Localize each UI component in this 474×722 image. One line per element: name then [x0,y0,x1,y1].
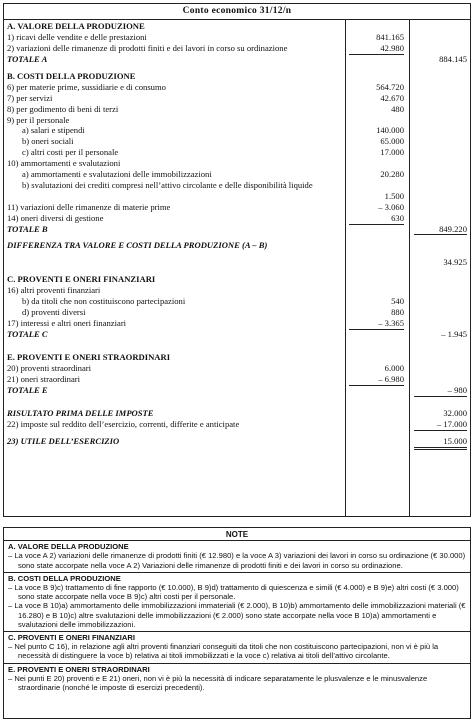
section-b-title: B. COSTI DELLA PRODUZIONE [7,70,136,81]
section-c-title: C. PROVENTI E ONERI FINANZIARI [7,274,156,285]
net-profit-label: 23) UTILE DELL’ESERCIZIO [7,435,120,446]
row-value: 65.000 [380,136,404,147]
row-value: – 6.980 [349,374,404,386]
row-label: b) svalutazioni dei crediti compresi nell’attivo circolante e delle disponibilità liquide [22,180,313,191]
row-label: a) ammortamenti e svalutazioni delle immobilizzazioni [22,169,212,180]
row-label: a) salari e stipendi [22,125,85,136]
total-c-label: TOTALE C [7,329,48,339]
pre-tax-result-value: 32.000 [443,407,467,418]
row-label: b) oneri sociali [22,136,74,147]
note-paragraph: – La voce B 9)c) trattamento di fine rapporto (€ 10.000), B 9)d) trattamento di quiescenza e simili (€ 4.000) e B 9)e) altri costi (€ 3.000) sono state accorpate nella voce B 9)c) altri costi per il personale. [8,583,459,602]
row-label: 21) oneri straordinari [7,373,81,384]
note-paragraph: – Nel punto C 16), in relazione agli altri proventi finanziari conseguiti da titoli che non costituiscono partecipazioni, non vi è più la necessità di distinguere la voce b) relativa ai titoli immobilizzati e la voce c) relativa ai titoli dell’attivo circolante. [8,642,439,661]
note-heading: C. PROVENTI E ONERI FINANZIARI [8,633,135,643]
row-value: 20.280 [380,169,404,180]
row-label: 10) ammortamenti e svalutazioni [7,158,121,169]
note-paragraph: – La voce B 10)a) ammortamento delle immobilizzazioni immateriali (€ 2.000), B 10)b) ammortamento delle immobilizzazioni materiali (€ 16.280) e B 10)c) altre svalutazioni delle immobilizzazioni (€ 2.000) sono state accorpate nella voce B 10)a) ammortamenti e svalutazioni delle immobilizzazioni. [8,601,466,629]
note-section-c [4,631,470,663]
row-value: 540 [391,296,404,307]
total-b-value: 849.220 [414,224,467,236]
total-b-label: TOTALE B [7,223,48,234]
row-label: 6) per materie prime, sussidiarie e di consumo [7,81,166,92]
row-label: c) altri costi per il personale [22,147,119,158]
row-label: b) da titoli che non costituiscono partecipazioni [22,296,186,307]
row-label: 11) variazioni delle rimanenze di materie prime [7,201,171,212]
row-label: 2) variazioni delle rimanenze di prodotti finiti e dei lavori in corso su ordinazione [7,42,288,53]
notes-title: NOTE [225,530,249,539]
note-paragraph: – La voce A 2) variazioni delle rimanenze di prodotti finiti (€ 12.980) e la voce A 3) variazioni dei lavori in corso su ordinazione (€ 30.000) sono state accorpate nella voce A 2) Variazioni delle rimanenze di prodotti finiti e dei lavori in corso su ordinazione. [8,551,466,570]
pre-tax-result-label: RISULTATO PRIMA DELLE IMPOSTE [7,407,154,418]
note-section-a [4,540,470,572]
note-section-e [4,663,470,695]
row-label: 17) interessi e altri oneri finanziari [7,318,127,329]
note-heading: A. VALORE DELLA PRODUZIONE [8,542,129,552]
total-e-label: TOTALE E [7,384,48,395]
row-label: 9) per il personale [7,114,70,125]
notes-box [3,527,471,719]
row-value: 42.980 [349,43,404,55]
row-label: 14) oneri diversi di gestione [7,212,104,223]
note-paragraph: – Nei punti E 20) proventi e E 21) oneri, non vi è più la necessità di indicare separatamente le plusvalenze e le minusvalenze straordinarie (nonché le imposte di esercizi precedenti). [8,673,428,693]
row-value: 17.000 [380,147,404,158]
row-label: 22) imposte sul reddito dell’esercizio, correnti, differite e anticipate [7,418,240,429]
total-a-label: TOTALE A [7,53,48,64]
total-e-value: – 980 [414,385,467,397]
row-value: – 3.060 [378,201,404,212]
row-value: – 3.365 [349,318,404,330]
note-heading: E. PROVENTI E ONERI STRAORDINARI [8,664,150,674]
section-e-title: E. PROVENTI E ONERI STRAORDINARI [7,351,171,362]
section-a-title: A. VALORE DELLA PRODUZIONE [7,21,145,31]
total-c-value: – 1.945 [441,329,467,339]
row-label: 20) proventi straordinari [7,362,92,373]
note-section-b [4,572,470,631]
row-label: 16) altri proventi finanziari [7,285,101,296]
row-label: d) proventi diversi [22,307,86,318]
row-label: 7) per servizi [7,92,53,103]
row-value: 880 [391,307,404,318]
statement-title: Conto economico 31/12/n [4,4,470,20]
total-a-value: 884.145 [439,53,467,64]
row-value: 42.670 [380,92,404,103]
income-statement-table [3,3,471,517]
row-value: – 17.000 [414,419,467,431]
row-label: 8) per godimento di beni di terzi [7,103,119,114]
row-value: 630 [349,213,404,225]
row-value: 6.000 [384,362,404,373]
row-value: 480 [391,103,404,114]
net-profit-value: 15.000 [414,436,467,450]
difference-value: 34.925 [443,257,467,268]
row-value: 1.500 [384,190,404,201]
row-value: 564.720 [376,81,404,92]
note-heading: B. COSTI DELLA PRODUZIONE [8,573,121,583]
row-value: 140.000 [376,125,404,136]
row-label: 1) ricavi delle vendite e delle prestazioni [7,31,147,42]
difference-label: DIFFERENZA TRA VALORE E COSTI DELLA PRODUZIONE (A – B) [7,240,268,251]
row-value: 841.165 [376,31,404,42]
